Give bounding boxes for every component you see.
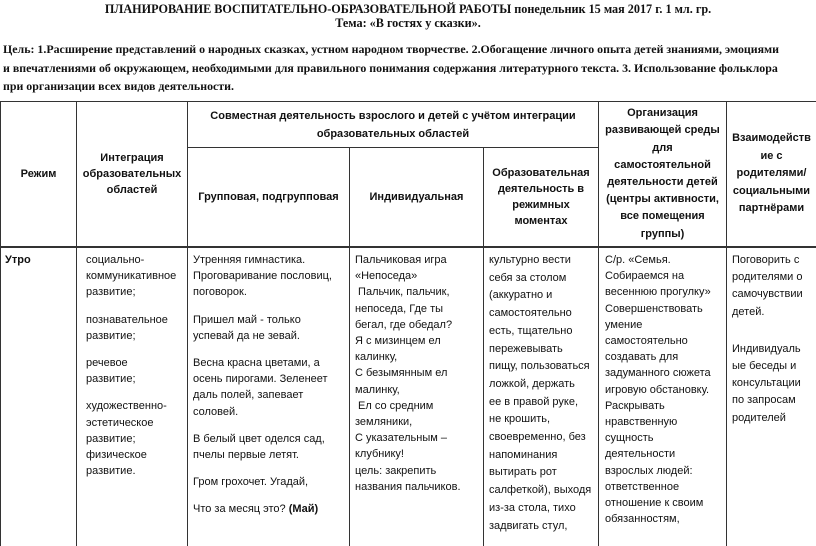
cell-text: социально- [86,254,145,266]
cell-text: развитие; [86,286,136,299]
cell-text: детей. [732,305,765,318]
cell-text: по запросам [732,394,796,407]
header-environment [599,102,726,246]
cell-text: из-за стола, тихо [489,501,576,514]
header-parents [727,102,816,246]
header-individual [350,148,483,246]
cell-text: малинку, [355,383,400,396]
header-text: образовательных областей [316,127,470,140]
header-routine-moments [484,148,598,246]
cell-text: цель: закрепить [355,464,437,477]
cell-text: создавать для [605,351,679,364]
cell-text: отношение к своим [605,497,704,510]
cell-text: вытирать рот [489,466,557,479]
cell-text: Индивидуаль [732,342,801,355]
cell-text: ложкой, держать [489,377,575,390]
cell-text: Утренняя гимнастика. [193,254,306,266]
header-text: ие с [760,149,783,162]
cell-text: успевай да не зевай. [193,329,300,342]
cell-group [193,252,348,518]
cell-parents [732,252,816,427]
cell-text: Пальчик, пальчик, [355,286,450,299]
cell-text: Раскрывать [605,399,665,412]
cell-text: Утро [5,254,31,266]
cell-text: игровую обстановку. [605,383,710,396]
cell-text: нравственную [605,416,678,429]
header-text: социальными [732,184,811,197]
cell-text: Поговорить с [732,254,800,266]
header-text: (центры активности, [606,193,719,206]
cell-text: Я с мизинцем ел [355,335,441,348]
cell-text: культурно вести [489,254,571,266]
cell-text: задуманного сюжета [605,367,711,380]
cell-integration [86,252,186,479]
riddle-answer: (Май) [288,503,319,516]
cell-text: пчелы первые летят. [193,449,299,462]
cell-text: Собираемся на [605,270,685,283]
header-text: самостоятельной [614,158,711,171]
cell-routine-moments [489,252,598,535]
cell-text [193,501,348,517]
header-text: группы) [640,227,685,240]
cell-text: бегал, где обедал? [355,318,453,331]
cell-text: развитие; [86,373,136,386]
header-text: развивающей среды [605,124,720,137]
cell-text: развитие. [86,465,136,478]
cell-regime [5,252,75,268]
cell-text: самочувствии [732,288,803,301]
cell-text: речевое [86,357,128,370]
header-text: родителями/ [736,167,807,180]
header-text: режимных [512,199,570,211]
header-text: Организация [627,107,698,120]
cell-text: названия пальчиков. [355,480,461,493]
header-text: моментах [514,215,568,228]
cell-text: клубнику! [355,448,404,461]
plan-goal [3,40,815,96]
header-text: Образовательная [492,166,590,179]
cell-text: себя за столом [489,271,567,284]
header-text: для [652,141,673,154]
header-text: деятельность в [497,182,585,195]
cell-text: деятельности [605,448,676,461]
header-integration [77,102,187,246]
cell-text: даль полей, запевает [193,389,304,402]
header-text: Групповая, подгрупповая [198,190,339,203]
cell-text: С безымянным ел [355,367,448,380]
cell-text: Проговаривание пословиц, [193,270,332,283]
header-text: Взаимодейств [732,132,811,145]
cell-text: развитие; [86,432,136,445]
cell-text: познавательное [86,313,168,326]
goal-line: Цель: 1.Расширение представлений о народных сказках, устном народном творчестве. 2.Обогащение личного опыта детей знаниями, эмоциями [3,42,780,56]
cell-text: ые беседы и [732,360,797,373]
cell-text: (аккуратно и [489,289,553,302]
header-text: деятельности детей [607,176,718,188]
header-text: областей [106,184,158,197]
cell-text: Совершенствовать [605,302,703,315]
header-text: Режим [20,167,57,180]
cell-text: С/р. «Семья. [605,254,671,266]
cell-text: обязанностям, [605,513,680,526]
cell-text: пищу, пользоваться [489,360,590,373]
cell-text: Ел со средним [355,399,434,412]
cell-text: напоминания [489,448,558,461]
cell-text: развитие; [86,329,136,342]
header-text: все помещения [620,210,705,223]
cell-text: земляники, [355,416,413,429]
table-divider-header [0,246,816,248]
header-text: Совместная деятельность взрослого и детей с учётом интеграции [210,109,576,122]
cell-text: коммуникативное [86,270,177,283]
cell-text: самостоятельно [489,307,572,320]
cell-text: взрослых людей: [605,464,693,477]
header-text: Индивидуальная [369,190,464,203]
cell-text: поговорок. [193,286,247,299]
cell-text: самостоятельно [605,335,688,348]
cell-text: есть, тщательно [489,324,573,337]
cell-text: Пришел май - только [193,313,301,326]
cell-text: С указательным – [355,432,448,445]
cell-text: умение [605,318,643,331]
header-regime [1,102,76,246]
cell-text: ответственное [605,480,680,493]
cell-text: консультации [732,377,801,390]
header-group [188,148,349,246]
cell-text: физическое [86,449,147,462]
cell-text: Гром грохочет. Угадай, [193,476,309,489]
cell-text: салфеткой), выходя [489,484,592,497]
cell-text: соловей. [193,405,239,418]
goal-line: при организации всех видов деятельности. [3,79,234,93]
cell-text: пережевывать [489,342,563,355]
cell-text: задвигать стул, [489,519,568,532]
cell-individual [355,252,483,495]
cell-text: родителей [732,411,786,424]
cell-text: «Непоседа» [355,270,418,283]
riddle-question: Что за месяц это? [193,503,286,516]
cell-text: непоседа, Где ты [355,302,444,315]
cell-text: весеннюю прогулку» [605,286,711,299]
cell-text: своевременно, без [489,431,586,444]
cell-text: В белый цвет оделся сад, [193,432,325,445]
cell-text: ее в правой руке, [489,395,579,408]
cell-text: осень пирогами. Зеленеет [193,373,328,386]
plan-theme: Тема: «В гостях у сказки». [335,16,481,30]
header-text: партнёрами [738,202,805,215]
cell-text: Весна красна цветами, а [193,357,320,370]
cell-text: сущность [605,432,654,445]
cell-text: калинку, [355,351,398,364]
cell-environment [605,252,725,527]
cell-text: эстетическое [86,416,154,429]
cell-text: родителями о [732,271,803,284]
cell-text: Пальчиковая игра [355,254,447,266]
cell-text: не крошить, [489,413,551,426]
plan-title: ПЛАНИРОВАНИЕ ВОСПИТАТЕЛЬНО-ОБРАЗОВАТЕЛЬНОЙ РАБОТЫ понедельник 15 мая 2017 г. 1 мл. гр. [104,2,712,16]
header-text: образовательных [82,167,182,180]
header-text: Интеграция [100,151,164,164]
cell-text: художественно- [86,400,167,413]
header-joint-activity [188,102,598,147]
goal-line: и впечатлениями об окружающем, необходимыми для правильного понимания содержания литературного текста. 3. Использование фольклора [3,60,778,75]
